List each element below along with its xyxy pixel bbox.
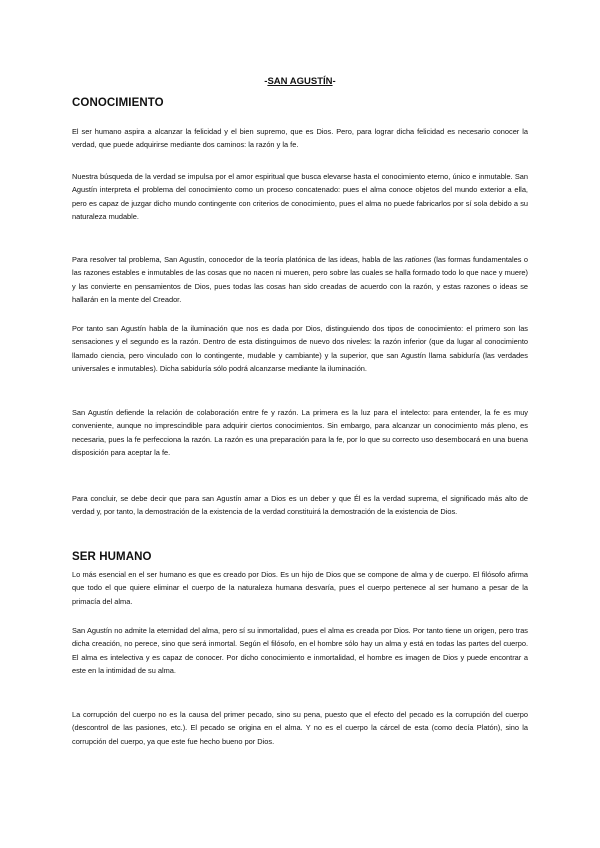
paragraph: La corrupción del cuerpo no es la causa del primer pecado, sino su pena, puesto que el efecto del pecado es la corrupción del cuerpo (descontrol de las pasiones, etc.). El pecado se origina en el alma. Y no es el cuerpo la cárcel de esta (como decía Platón), sino la corrupción del cuerpo, ya que este fue hecho bueno por Dios. [72,710,528,746]
paragraph: El ser humano aspira a alcanzar la felicidad y el bien supremo, que es Dios. Pero, para lograr dicha felicidad es necesario conocer la verdad, que puede adquirirse mediante dos caminos: la razón y la fe. [72,127,528,150]
page-title [0,76,600,87]
title-suffix: - [332,76,336,87]
paragraph-text: Para resolver tal problema, San Agustín, conocedor de la teoría platónica de las ideas, habla de las [72,255,406,264]
paragraph: San Agustín defiende la relación de colaboración entre fe y razón. La primera es la luz para el intelecto: para entender, la fe es muy conveniente, aunque no imprescindible para adquirir ciertos conocimientos. Sin embargo, para alcanzar un conocimiento más pleno, es necesaria, pues la fe perfecciona la razón. La razón es una preparación para la fe, por lo que su correcto uso desembocará en una buena disposición para aceptar la fe. [72,408,528,458]
title-text: SAN AGUSTÍN [267,76,333,87]
section-heading-conocimiento: CONOCIMIENTO [72,97,164,109]
paragraph: Lo más esencial en el ser humano es que es creado por Dios. Es un hijo de Dios que se compone de alma y de cuerpo. El filósofo afirma que todo el que quiere eliminar el cuerpo de la naturaleza humana desvaría, pues el cuerpo pertenece al ser humano a pesar de la primacía del alma. [72,570,528,606]
paragraph-text: (las formas fundamentales o las razones estables e inmutables de las cosas que no nacen ni mueren, pero sobre las cuales se halla formado todo lo que nace y muere) y las convierte en pensamientos de Dios, pues todas las cosas han sido creadas de acuerdo con la razón, y estas razones o ideas se hallarán en la mente del Creador. [72,255,528,305]
paragraph: Para concluir, se debe decir que para san Agustín amar a Dios es un deber y que Él es la verdad suprema, el significado más alto de verdad y, por tanto, la demostración de la existencia de la verdad constituirá la demostración de la existencia de Dios. [72,494,528,517]
paragraph [72,253,528,307]
paragraph: San Agustín no admite la eternidad del alma, pero sí su inmortalidad, pues el alma es creada por Dios. Por tanto tiene un origen, pero tras dicha creación, no perece, sino que será inmortal. Según el filósofo, en el hombre sólo hay un alma y está en todas las partes del cuerpo. El alma es intelectiva y es capaz de conocer. Por dicho conocimiento e inmortalidad, el hombre es imagen de Dios y puede encontrar a este en la intimidad de su alma. [72,626,528,676]
paragraph: Por tanto san Agustín habla de la iluminación que nos es dada por Dios, distinguiendo dos tipos de conocimiento: el primero son las sensaciones y el segundo es la razón. Dentro de esta distinguimos de nuevo dos niveles: la razón inferior (que da lugar al conocimiento llamado ciencia, pero vinculado con lo contingente, mudable y cambiante) y la superior, que san Agustín llama sabiduría (las verdades universales e inmutables). Dicha sabiduría sólo podrá alcanzarse mediante la iluminación. [72,324,528,374]
paragraph: Nuestra búsqueda de la verdad se impulsa por el amor espiritual que busca elevarse hasta el conocimiento eterno, único e inmutable. San Agustín interpreta el problema del conocimiento como un proceso concatenado: pues el alma conoce objetos del mundo exterior a ella, pero es capaz de juzgar dicho mundo contingente con criterios de conocimiento, pues el alma no puede fabricarlos por sí sola debido a su naturaleza mudable. [72,172,528,222]
title-prefix: - [264,76,268,87]
section-heading-ser-humano: SER HUMANO [72,551,152,563]
italic-term: rationes [405,255,432,264]
